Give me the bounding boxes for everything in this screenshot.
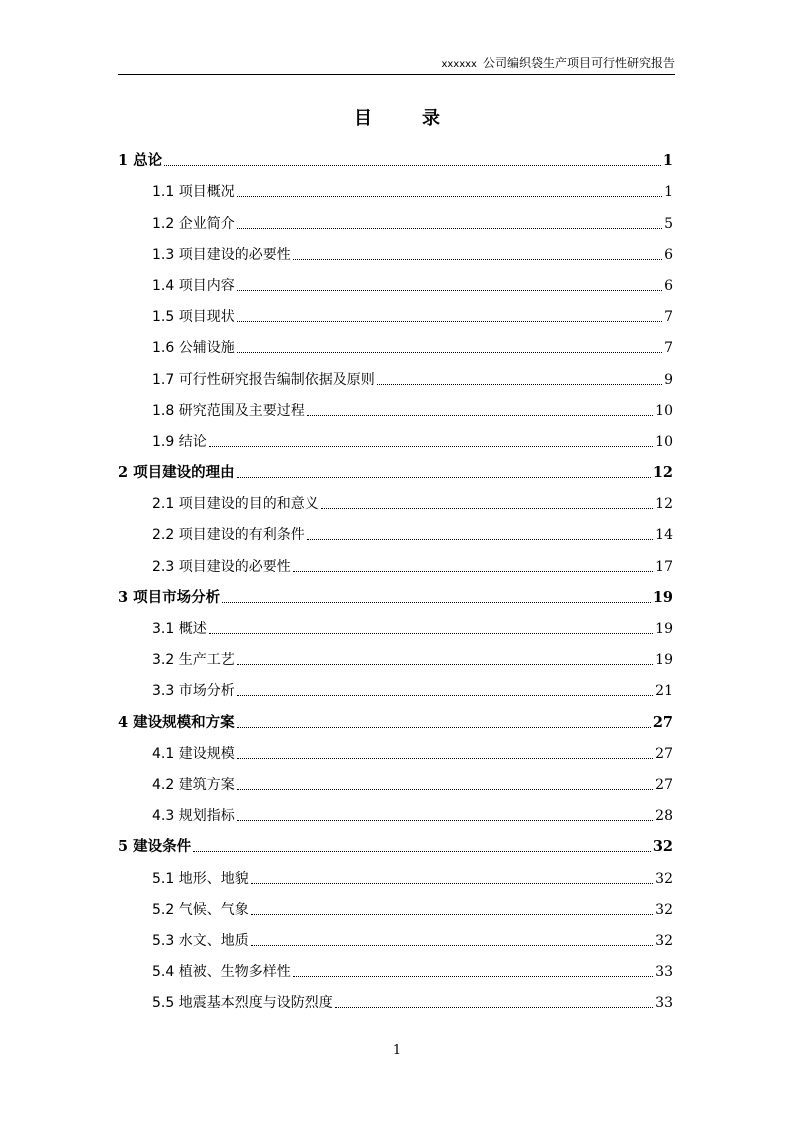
toc-entry-page: 6 [664,277,673,294]
dot-leader [307,538,653,540]
dot-leader [251,913,653,915]
dot-leader [293,570,653,572]
toc-entry-page: 33 [655,964,673,981]
toc-entry-page: 1 [664,184,673,201]
toc-entry-page: 12 [652,464,673,482]
dot-leader [237,227,662,229]
toc-entry-page: 27 [655,776,673,793]
toc-entry-label: 3.3 市场分析 [152,683,235,700]
toc-entry-page: 32 [652,838,673,856]
toc-entry-page: 6 [664,246,673,263]
toc-entry-page: 10 [655,402,673,419]
toc-entry-label: 5.4 植被、生物多样性 [152,964,291,981]
toc-section-entry[interactable] [118,795,673,826]
dot-leader [237,663,653,665]
header-title: 公司编织袋生产项目可行性研究报告 [482,56,675,70]
dot-leader [307,414,653,416]
dot-leader [237,289,662,291]
toc-entry-page: 19 [652,588,673,606]
toc-entry-label: 1.7 可行性研究报告编制依据及原则 [152,371,375,388]
toc-entry-label: 4 建设规模和方案 [118,713,235,731]
dot-leader [237,320,662,322]
page-number: 1 [392,1043,402,1058]
toc-section-entry[interactable] [118,296,673,327]
toc-section-entry[interactable] [118,390,673,421]
toc-chapter-entry[interactable] [118,701,673,732]
toc-section-entry[interactable] [118,171,673,202]
toc-entry-label: 4.1 建设规模 [152,745,235,762]
toc-section-entry[interactable] [118,889,673,920]
toc-entry-page: 17 [655,558,673,575]
toc-section-entry[interactable] [118,857,673,888]
dot-leader [164,164,661,166]
toc-entry-page: 19 [655,621,673,637]
toc-entry-page: 10 [655,433,673,450]
toc-section-entry[interactable] [118,920,673,951]
dot-leader [237,195,662,197]
toc-section-entry[interactable] [118,545,673,576]
toc-title: 目录 [354,108,490,129]
toc-entry-label: 4.2 建筑方案 [152,776,235,793]
dot-leader [237,476,651,478]
toc-entry-page: 14 [655,527,673,544]
toc-entry-page: 9 [664,371,673,388]
toc-section-entry[interactable] [118,982,673,1013]
table-of-contents [118,140,673,1013]
toc-section-entry[interactable] [118,327,673,358]
dot-leader [251,882,653,884]
toc-chapter-entry[interactable] [118,140,673,171]
toc-section-entry[interactable] [118,639,673,670]
page-header [118,56,675,75]
toc-chapter-entry[interactable] [118,826,673,857]
toc-entry-page: 27 [652,713,673,731]
toc-entry-page: 12 [655,496,673,513]
toc-entry-label: 2.1 项目建设的目的和意义 [152,496,319,513]
toc-entry-page: 28 [655,808,673,825]
toc-entry-page: 32 [655,932,673,949]
toc-entry-label: 1.1 项目概况 [152,184,235,201]
toc-entry-label: 3.2 生产工艺 [152,652,235,669]
toc-entry-label: 5.3 水文、地质 [152,932,249,949]
dot-leader [321,507,653,509]
toc-section-entry[interactable] [118,265,673,296]
toc-entry-label: 4.3 规划指标 [152,808,235,825]
toc-entry-page: 7 [664,309,673,326]
toc-entry-label: 1.9 结论 [152,433,207,450]
toc-chapter-entry[interactable] [118,452,673,483]
toc-entry-label: 1.6 公辅设施 [152,340,235,357]
toc-section-entry[interactable] [118,764,673,795]
toc-entry-label: 1.8 研究范围及主要过程 [152,402,305,419]
toc-entry-page: 5 [664,215,673,232]
dot-leader [293,975,653,977]
toc-section-entry[interactable] [118,951,673,982]
toc-chapter-entry[interactable] [118,577,673,608]
toc-section-entry[interactable] [118,608,673,639]
toc-entry-label: 3.1 概述 [152,621,207,637]
dot-leader [293,258,662,260]
toc-entry-page: 1 [662,152,673,170]
dot-leader [251,944,653,946]
toc-section-entry[interactable] [118,483,673,514]
toc-entry-label: 2 项目建设的理由 [118,464,235,482]
toc-entry-label: 1.2 企业简介 [152,215,235,232]
toc-entry-page: 7 [664,340,673,357]
toc-section-entry[interactable] [118,358,673,389]
toc-entry-label: 1 总论 [118,152,163,170]
toc-entry-label: 1.3 项目建设的必要性 [152,246,291,263]
dot-leader [193,850,651,852]
toc-entry-label: 2.2 项目建设的有利条件 [152,527,305,544]
dot-leader [237,351,662,353]
dot-leader [237,757,653,759]
dot-leader [222,601,651,603]
dot-leader [237,726,651,728]
toc-section-entry[interactable] [118,733,673,764]
toc-entry-label: 5.2 气候、气象 [152,901,249,918]
dot-leader [209,445,653,447]
toc-entry-page: 32 [655,901,673,918]
toc-entry-page: 19 [655,652,673,669]
toc-entry-label: 3 项目市场分析 [118,588,221,606]
dot-leader [209,632,653,634]
dot-leader [237,819,653,821]
toc-entry-label: 5 建设条件 [118,838,192,856]
toc-section-entry[interactable] [118,202,673,233]
dot-leader [377,383,662,385]
toc-entry-label: 5.1 地形、地貌 [152,870,249,887]
toc-entry-label: 5.5 地震基本烈度与设防烈度 [152,995,333,1012]
dot-leader [237,788,653,790]
toc-entry-page: 33 [655,995,673,1012]
toc-entry-page: 21 [655,683,673,700]
toc-entry-page: 32 [655,870,673,887]
toc-entry-label: 2.3 项目建设的必要性 [152,558,291,575]
header-code: xxxxxx [441,59,477,70]
toc-section-entry[interactable] [118,234,673,265]
toc-entry-page: 27 [655,745,673,762]
dot-leader [335,1006,653,1008]
toc-section-entry[interactable] [118,514,673,545]
toc-entry-label: 1.4 项目内容 [152,277,235,294]
toc-section-entry[interactable] [118,670,673,701]
toc-entry-label: 1.5 项目现状 [152,309,235,326]
dot-leader [237,694,653,696]
toc-section-entry[interactable] [118,421,673,452]
